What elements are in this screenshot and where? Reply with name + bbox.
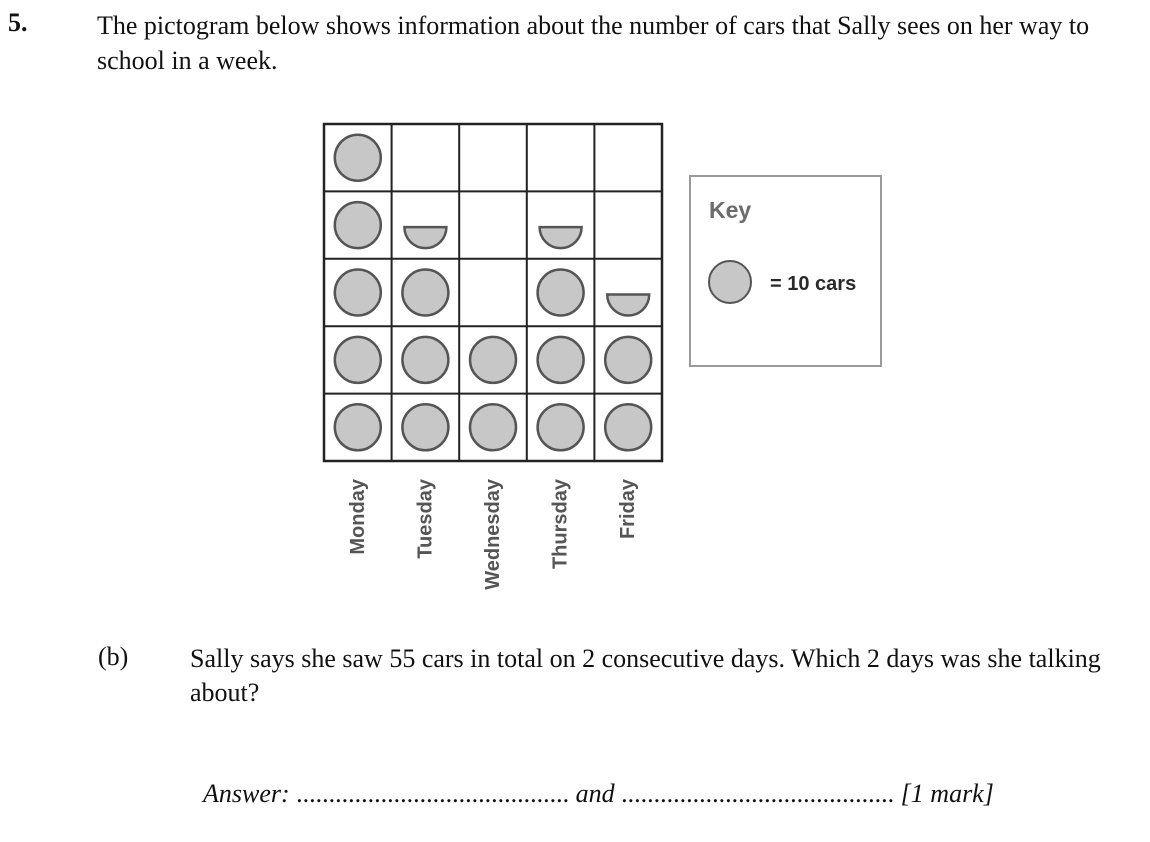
car-symbol-half <box>540 227 582 248</box>
car-symbol-full <box>402 270 448 316</box>
answer-line <box>203 779 994 809</box>
day-label: Wednesday <box>482 479 504 590</box>
answer-blank-1[interactable]: .......................................... <box>296 779 570 808</box>
car-symbol-full <box>470 404 516 450</box>
answer-marks: [1 mark] <box>900 779 994 808</box>
car-symbol-full <box>605 404 651 450</box>
day-label: Tuesday <box>414 479 437 559</box>
car-symbol-full <box>335 135 381 181</box>
day-label: Thursday <box>549 479 572 570</box>
answer-blank-2[interactable]: .......................................... <box>621 779 895 808</box>
car-symbol-full <box>335 270 381 316</box>
car-symbol-full <box>470 337 516 383</box>
key-circle-icon <box>708 260 752 304</box>
car-symbol-half <box>607 295 649 316</box>
car-symbol-full <box>402 404 448 450</box>
pictogram-symbols <box>335 135 651 451</box>
question-number: 5. <box>8 8 28 37</box>
key-title: Key <box>709 197 752 223</box>
key-label: = 10 cars <box>770 273 857 295</box>
pictogram-day-labels <box>347 478 639 590</box>
answer-prefix: Answer: <box>203 779 290 808</box>
car-symbol-full <box>605 337 651 383</box>
day-label: Friday <box>617 479 640 540</box>
car-symbol-half <box>404 227 446 248</box>
part-b-question: Sally says she saw 55 cars in total on 2 consecutive days. Which 2 days was she talking about? <box>190 644 1101 707</box>
car-symbol-full <box>402 337 448 383</box>
car-symbol-full <box>335 404 381 450</box>
question-stem: The pictogram below shows information about the number of cars that Sally sees on her way to school in a week. <box>97 11 1090 75</box>
key-box <box>689 175 882 367</box>
part-b-label: (b) <box>98 642 129 671</box>
car-symbol-full <box>538 404 584 450</box>
day-label: Monday <box>346 479 369 555</box>
car-symbol-full <box>538 337 584 383</box>
car-symbol-full <box>538 270 584 316</box>
car-symbol-full <box>335 202 381 248</box>
car-symbol-full <box>335 337 381 383</box>
answer-joiner: and <box>575 779 615 808</box>
